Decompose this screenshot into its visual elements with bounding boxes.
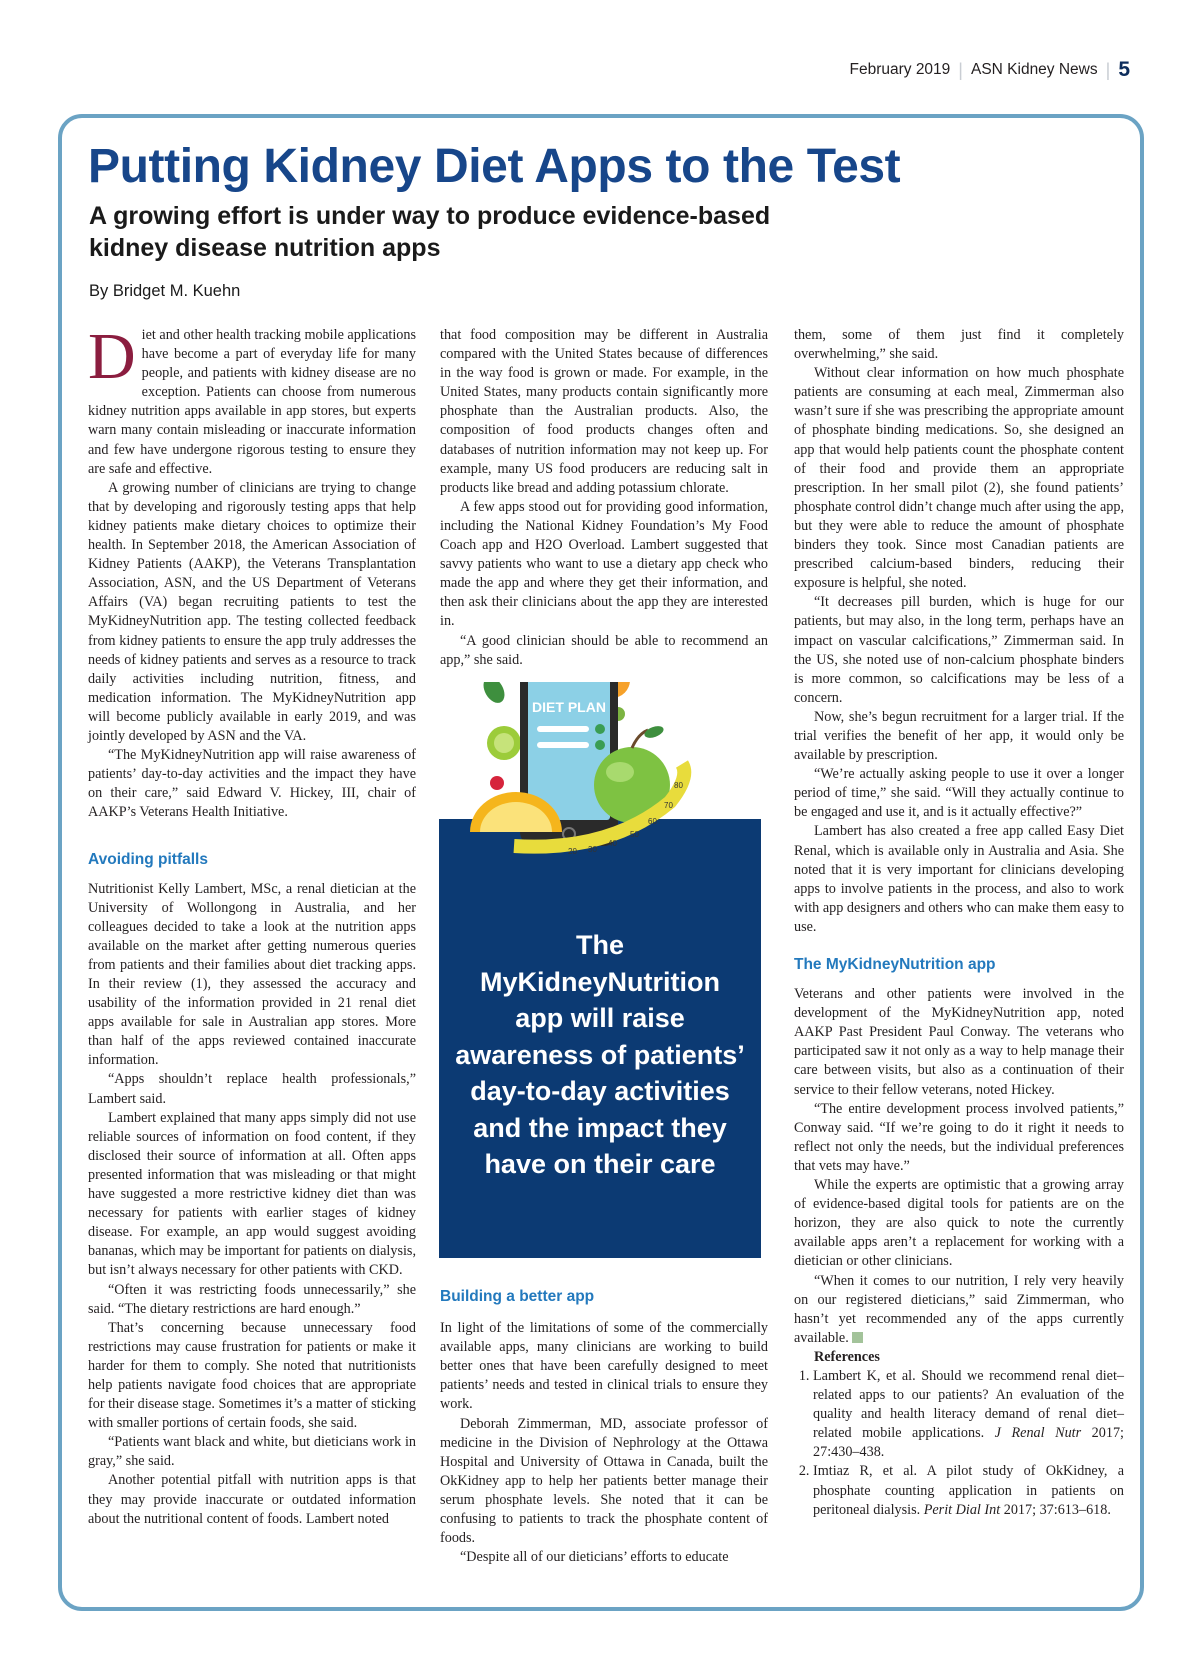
references-list [794,1367,1124,1520]
list-line-icon [537,726,589,732]
paragraph: In light of the limitations of some of the commercially available apps, many clinicians are working to build better ones that have been carefully designed to meet patients’ needs and tested in clinical trials to ensure they work. [440,1320,768,1413]
column-2 [440,326,768,670]
article-title: Putting Kidney Diet Apps to the Test [88,140,901,193]
tape-number: 40 [608,839,617,848]
paragraph-text: “When it comes to our nutrition, I rely very heavily on our registered dieticians,” said Zimmerman, who hasn’t yet recommended any of the apps currently available. [794,1272,1124,1346]
issue-date: February 2019 [849,61,951,78]
byline: By Bridget M. Kuehn [89,282,241,300]
article-subtitle: A growing effort is under way to produce evidence-based kidney disease nutrition apps [89,202,771,262]
column-3 [794,326,1124,1520]
tape-number: 20 [568,847,577,856]
cherry-icon [490,776,504,790]
leaf-icon [479,682,509,707]
reference-item [813,1367,1124,1462]
reference-item [813,1462,1124,1519]
running-header [849,58,1130,82]
paragraph: Another potential pitfall with nutrition apps is that they may provide inaccurate or outdated information about the nutritional content of foods. Lambert noted [88,1472,416,1527]
column-2-bottom [440,1287,768,1567]
phone-label: DIET PLAN [532,699,606,715]
paragraph: Lambert has also created a free app called Easy Diet Renal, which is available only in Australia and Asia. She noted that it is very important for clinicians developing apps to involve patients in the process, and also to work with app designers and others who can make them easy to use. [794,823,1124,935]
paragraph: That’s concerning because unnecessary food restrictions may cause frustration for patients or make it harder for them to comply. She noted that nutritionists help patients navigate food choices that are appropriate for their disease stage. Sometimes it’s a matter of sticking with smaller portions of certain foods, she said. [88,1319,416,1432]
tape-number: 60 [648,817,657,826]
paragraph: A growing number of clinicians are trying to change that by developing and rigorously testing apps that help kidney patients make dietary choices to optimize their health. In September 2018, the American Association of Kidney Patients (AAKP), the Veterans Transplantation Association, ASN, and the US Department of Veterans Affairs (VA) began recruiting patients to test the MyKidneyNutrition app. The testing collected feedback from kidney patients to ensure the app truly addresses the needs of kidney patients and serves as a resource to track daily activities including nutrition, fitness, and medication information. The MyKidneyNutrition app will become publicly available in early 2019, and was jointly developed by ASN and the VA. [88,479,416,744]
paragraph: “We’re actually asking people to use it over a longer period of time,” she said. “Will they actually continue to be engaged and use it, and is it actually effective?” [794,766,1124,821]
list-line-icon [537,742,589,748]
tape-number: 50 [630,830,639,839]
reference-journal: Perit Dial Int [923,1501,1001,1518]
check-icon [595,740,605,750]
paragraph: “Despite all of our dieticians’ efforts to educate [460,1549,729,1566]
paragraph [88,320,416,479]
paragraph: Deborah Zimmerman, MD, associate professor of medicine in the Division of Nephrology at the Ottawa Hospital and University of Ottawa in Canada, built the OkKidney app to help her patients better manage their serum phosphate levels. She noted that it can be confusing to patients to track the phosphate content of foods. [440,1415,768,1547]
check-icon [595,724,605,734]
paragraph: “The entire development process involved patients,” Conway said. “If we’re going to do it right it needs to reflect not only the needs, but the individual preferences that vets may have.” [794,1100,1124,1174]
paragraph: Lambert explained that many apps simply did not use reliable sources of information on food content, if they disclosed their source of information at all. Often apps presented information that was misleading or that might have suggested a more restrictive kidney diet than was necessary for patients with earlier stages of kidney disease. For example, an app would suggest avoiding bananas, which may be important for patients on dialysis, but isn’t always necessary for other patients with CKD. [88,1109,416,1279]
reference-journal: J Renal Nutr [994,1425,1082,1442]
paragraph: “Apps shouldn’t replace health professionals,” Lambert said. [88,1071,416,1107]
reference-text: Lambert K, et al. Should we recommend renal diet–related apps to our patients? An evaluation of the quality and health literacy demand of renal diet–related mobile applications. [813,1367,1124,1442]
references-heading: References [814,1348,880,1365]
paragraph: A few apps stood out for providing good information, including the National Kidney Foundation’s My Food Coach app and H2O Overload. Lambert suggested that savvy patients who want to use a dietary app check who made the app and where they get their information, and then ask their clinicians about the app they are interested in. [440,498,768,630]
paragraph: “It decreases pill burden, which is huge for our patients, but may also, in the long term, perhaps have an impact on vascular calcifications,” Zimmerman said. In the US, she noted use of non-calcium phosphate binders is more common, so calcifications may be less of a concern. [794,594,1124,706]
reference-citation: 2017; 27:430–438. [813,1425,1124,1461]
paragraph: them, some of them just find it completely overwhelming,” she said. [794,327,1124,363]
paragraph: “Patients want black and white, but dieticians work in gray,” she said. [88,1434,416,1470]
header-separator: | [958,59,963,80]
paragraph: While the experts are optimistic that a growing array of evidence-based digital tools for patients are on the horizon, they are also quick to note the currently available apps aren’t a replacement for working with a dietician or other clinicians. [794,1177,1124,1270]
paragraph: that food composition may be different in Australia compared with the United States because of differences in the way food is grown or made. For example, in the United States, many products contain significantly more phosphate than the Australian products. Also, the composition of food products changes often and databases of nutrition information may not keep up. For example, many US food producers are reducing salt in products like bread and adding potassium chlorate. [440,327,768,496]
paragraph: “A good clinician should be able to recommend an app,” she said. [440,632,768,668]
paragraph-text: iet and other health tracking mobile applications have become a part of everyday life for many people, and patients with kidney disease are no exception. Patients can choose from numerous kidney nutrition apps available in app stores, but experts warn many contain misleading or inaccurate information and few have undergone rigorous testing to ensure they are safe and effective. [88,327,416,477]
reference-citation: 2017; 37:613–618. [1000,1501,1111,1518]
diet-plan-illustration [470,682,740,907]
subhead-avoiding-pitfalls: Avoiding pitfalls [88,851,208,869]
paragraph: Veterans and other patients were involved in the development of the MyKidneyNutrition app, noted AAKP Past President Paul Conway. The veterans who participated saw it not only as a way to help manage their care between visits, but also as a continuation of their service to their fellow veterans, noted Hickey. [794,986,1124,1098]
tape-number: 80 [674,781,683,790]
paragraph: Now, she’s begun recruitment for a larger trial. If the trial verifies the benefit of her app, it would only be available by prescription. [794,708,1124,764]
page-number: 5 [1118,58,1130,81]
tape-number: 30 [588,845,597,854]
drop-cap: D [88,320,136,393]
paragraph: “The MyKidneyNutrition app will raise awareness of patients’ day-to-day activities and the impact they have on their care,” said Edward V. Hickey, III, chair of AAKP’s Veterans Health Initiative. [88,747,416,821]
header-separator: | [1105,59,1111,80]
publication-name: ASN Kidney News [970,61,1098,78]
paragraph: Without clear information on how much phosphate patients are consuming at each meal, Zimmerman also wasn’t sure if she was prescribing the appropriate amount of phosphate binding medications. So, she designed an app that would help patients count the phosphate content of their food and provide them an appropriate prescription. In her small pilot (2), she found patients’ phosphate control didn’t change much after using the app, but they were able to reduce the amount of phosphate binders they took. Since most Canadian patients are prescribed calcium-based binders, reducing their exposure is helpful, she noted. [794,365,1124,592]
paragraph [794,1272,1124,1348]
pull-quote-text: The MyKidneyNutrition app will raise awareness of patients’ day-to-day activities and the impact they have on their care [455,930,745,1179]
tape-number: 70 [664,801,673,810]
paragraph: Nutritionist Kelly Lambert, MSc, a renal dietician at the University of Wollongong in Australia, and her colleagues decided to take a look at the nutrition apps available on the market after getting numerous queries from patients and their families about diet tracking apps. In their review (1), they assessed the accuracy and usability of the information provided in 21 renal diet apps available for sale in Australian app stores. More than half of the apps reviewed contained inaccurate information. [88,880,416,1069]
subhead-building-better-app: Building a better app [440,1288,595,1305]
end-mark-icon [852,1332,863,1343]
reference-text: Imtiaz R, et al. A pilot study of OkKidney, a phosphate counting application in patients on peritoneal dialysis. [813,1463,1124,1518]
column-1 [88,320,416,1529]
subhead-mykidneynutrition-app: The MyKidneyNutrition app [794,956,996,973]
paragraph: “Often it was restricting foods unnecessarily,” she said. “The dietary restrictions are hard enough.” [88,1281,416,1317]
